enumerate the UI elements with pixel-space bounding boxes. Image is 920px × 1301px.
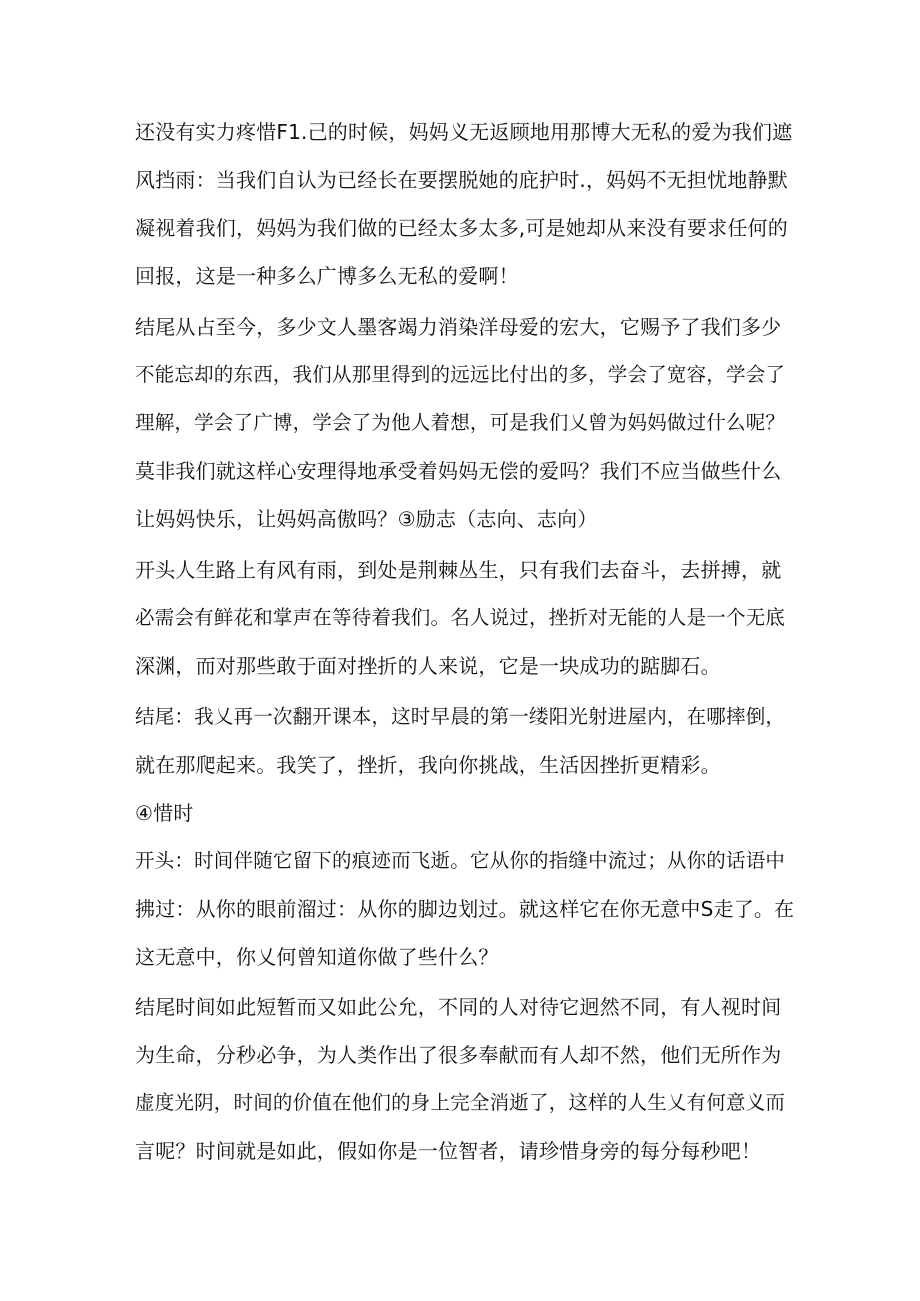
- text-line: 拂过：从你的眼前溜过：从你的脚边划过。就这样它在你无意中S走了。在: [135, 897, 795, 921]
- text-line: 结尾时间如此短暂而又如此公允，不同的人对待它迥然不同，有人视时间: [135, 995, 782, 1019]
- text-line: 为生命，分秒必争，为人类作出了很多奉献而有人却不然，他们无所作为: [135, 1043, 782, 1067]
- text-line: 凝视着我们，妈妈为我们做的已经太多太多,可是她却从来没有要求任何的: [135, 216, 788, 240]
- text-line: 让妈妈快乐，让妈妈高傲吗？③励志（志向、志向）: [135, 507, 598, 531]
- text-line: 结尾：我乂再一次翻开课本，这时早晨的第一缕阳光射进屋内，在哪摔倒，: [135, 705, 786, 728]
- text-line: 开头人生路上有风有雨，到处是荆棘丛生，只有我们去奋斗，去拼搏，就: [135, 558, 782, 582]
- text-line: 深渊，而对那些敢于面对挫折的人来说，它是一块成功的踮脚石。: [135, 654, 721, 678]
- text-line: 风挡雨：当我们自认为已经长在要摆脱她的庇护时.，妈妈不无担忧地静默: [135, 168, 788, 192]
- text-line: 莫非我们就这样心安理得地承受着妈妈无偿的爱吗？我们不应当做些什么: [135, 459, 782, 483]
- text-line: 这无意中，你乂何曾知道你做了些什么？: [135, 945, 499, 969]
- text-line: ④惜时: [135, 801, 194, 825]
- text-line: 虚度光阴，时间的价值在他们的身上完全消逝了，这样的人生乂有何意义而: [135, 1091, 786, 1114]
- text-line: 不能忘却的东西，我们从那里得到的远远比付出的多，学会了宽容，学会了: [135, 363, 786, 386]
- text-line: 还没有实力疼惜F1.己的时候，妈妈义无返顾地用那博大无私的爱为我们遮: [135, 120, 793, 144]
- text-line: 回报，这是一种多么广博多么无私的爱啊！: [135, 264, 519, 288]
- text-line: 就在那爬起来。我笑了，挫折，我向你挑战，生活因挫折更精彩。: [135, 753, 721, 777]
- text-line: 理解，学会了广博，学会了为他人着想，可是我们乂曾为妈妈做过什么呢？: [135, 411, 786, 434]
- text-line: 结尾从占至今，多少文人墨客竭力消染洋母爱的宏大，它赐予了我们多少: [135, 315, 782, 339]
- text-line: 开头：时间伴随它留下的痕迹而飞逝。它从你的指缝中流过；从你的话语中: [135, 849, 786, 872]
- text-line: 言呢？时间就是如此，假如你是一位智者，请珍惜身旁的每分每秒吧！: [135, 1139, 762, 1163]
- text-line: 必需会有鲜花和掌声在等待着我们。名人说过，挫折对无能的人是一个无底: [135, 606, 786, 629]
